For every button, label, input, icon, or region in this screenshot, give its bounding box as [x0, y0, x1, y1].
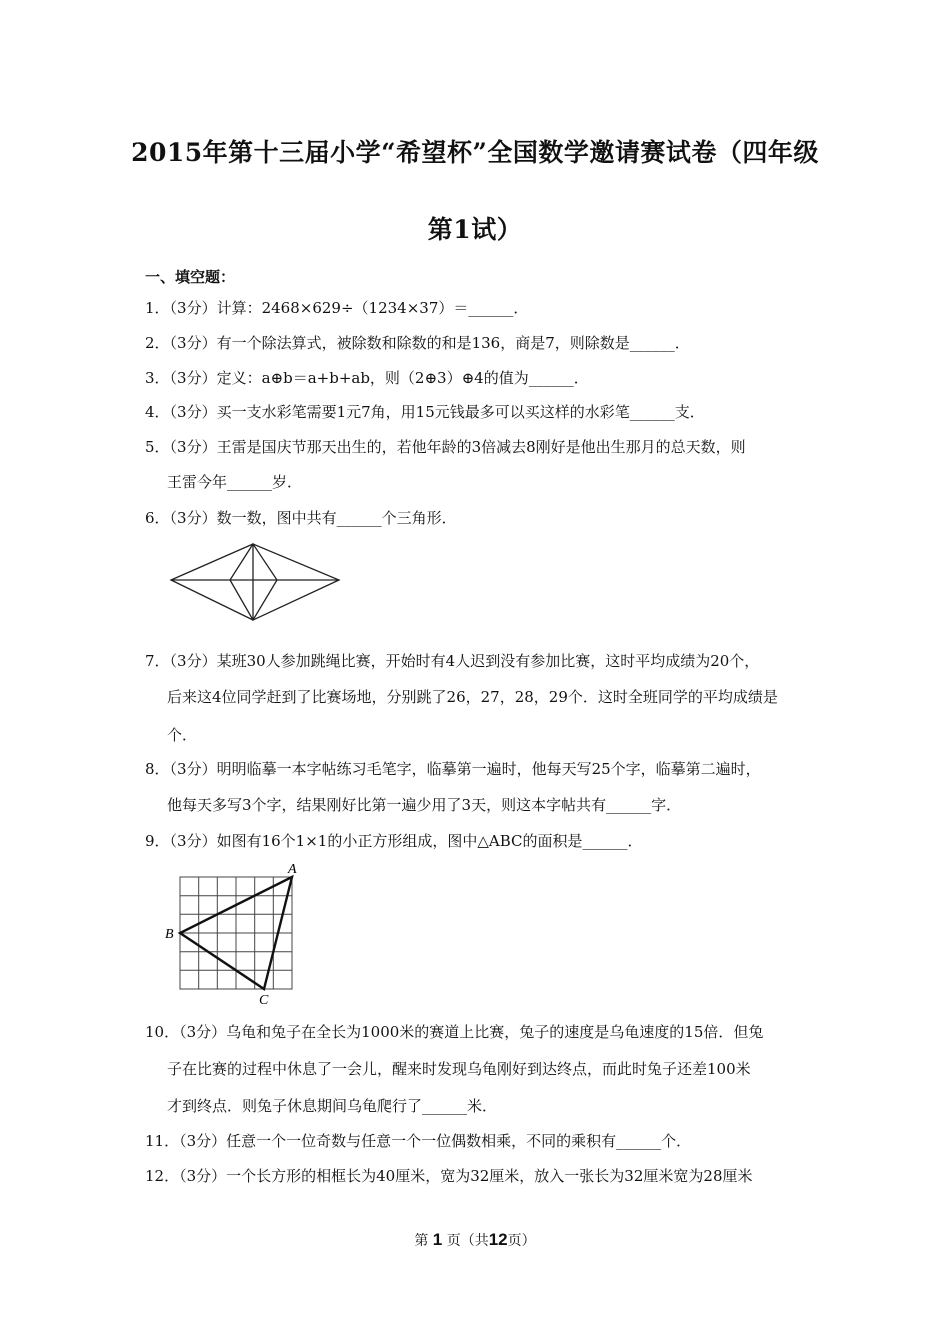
question-7-cont2: 个． [167, 726, 198, 744]
question-8-cont: 他每天多写3个字，结果刚好比第一遍少用了3天，则这本字帖共有______字． [167, 796, 682, 814]
label-a: A [288, 862, 297, 877]
label-c: C [259, 993, 269, 1008]
question-6: 6．（3分）数一数，图中共有______个三角形． [145, 509, 457, 527]
question-4: 4．（3分）买一支水彩笔需要1元7角，用15元钱最多可以买这样的水彩笔______支． [145, 403, 705, 421]
footer-total-pages: 12 [488, 1230, 508, 1249]
question-3: 3．（3分）定义：a⊕b＝a+b+ab，则（2⊕3）⊕4的值为______． [145, 369, 589, 387]
question-9: 9．（3分）如图有16个1×1的小正方形组成，图中△ABC的面积是______． [145, 832, 643, 850]
page-title-line1: 2015年第十三届小学“希望杯”全国数学邀请赛试卷（四年级 [131, 138, 819, 167]
section-heading: 一、填空题： [145, 268, 236, 286]
question-12: 12．（3分）一个长方形的相框长为40厘米，宽为32厘米，放入一张长为32厘米宽为28厘米 [145, 1167, 753, 1185]
label-b: B [165, 927, 174, 942]
question-7: 7．（3分）某班30人参加跳绳比赛，开始时有4人迟到没有参加比赛，这时平均成绩为20个， [145, 652, 760, 670]
figure-q9-grid [160, 858, 300, 1008]
footer-prefix: 第 [414, 1233, 429, 1249]
question-5: 5．（3分）王雷是国庆节那天出生的，若他年龄的3倍减去8刚好是他出生那月的总天数，则 [145, 438, 746, 456]
question-10-cont1: 子在比赛的过程中休息了一会儿，醒来时发现乌龟刚好到达终点，而此时兔子还差100米 [167, 1060, 751, 1078]
question-5-cont: 王雷今年______岁． [167, 473, 303, 491]
question-10-cont2: 才到终点．则兔子休息期间乌龟爬行了______米． [167, 1097, 498, 1115]
footer-middle: 页（共 [446, 1233, 489, 1249]
question-2: 2．（3分）有一个除法算式，被除数和除数的和是136，商是7，则除数是______． [145, 334, 690, 352]
footer-suffix: 页） [507, 1233, 536, 1249]
question-7-cont1: 后来这4位同学赶到了比赛场地，分别跳了26，27，28，29个．这时全班同学的平均成绩是 [167, 688, 778, 706]
page-title-line2: 第1试） [427, 215, 523, 244]
footer-page-number: 1 [432, 1230, 443, 1249]
figure-q6-triangles [168, 542, 348, 626]
question-10: 10．（3分）乌龟和兔子在全长为1000米的赛道上比赛，兔子的速度是乌龟速度的15倍．但兔 [145, 1023, 764, 1041]
question-1: 1．（3分）计算：2468×629÷（1234×37）＝______． [145, 299, 529, 317]
page-footer [0, 1230, 950, 1250]
question-11: 11．（3分）任意一个一位奇数与任意一个一位偶数相乘，不同的乘积有______个． [145, 1132, 692, 1150]
question-8: 8．（3分）明明临摹一本字帖练习毛笔字，临摹第一遍时，他每天写25个字，临摹第二遍时， [145, 760, 761, 778]
